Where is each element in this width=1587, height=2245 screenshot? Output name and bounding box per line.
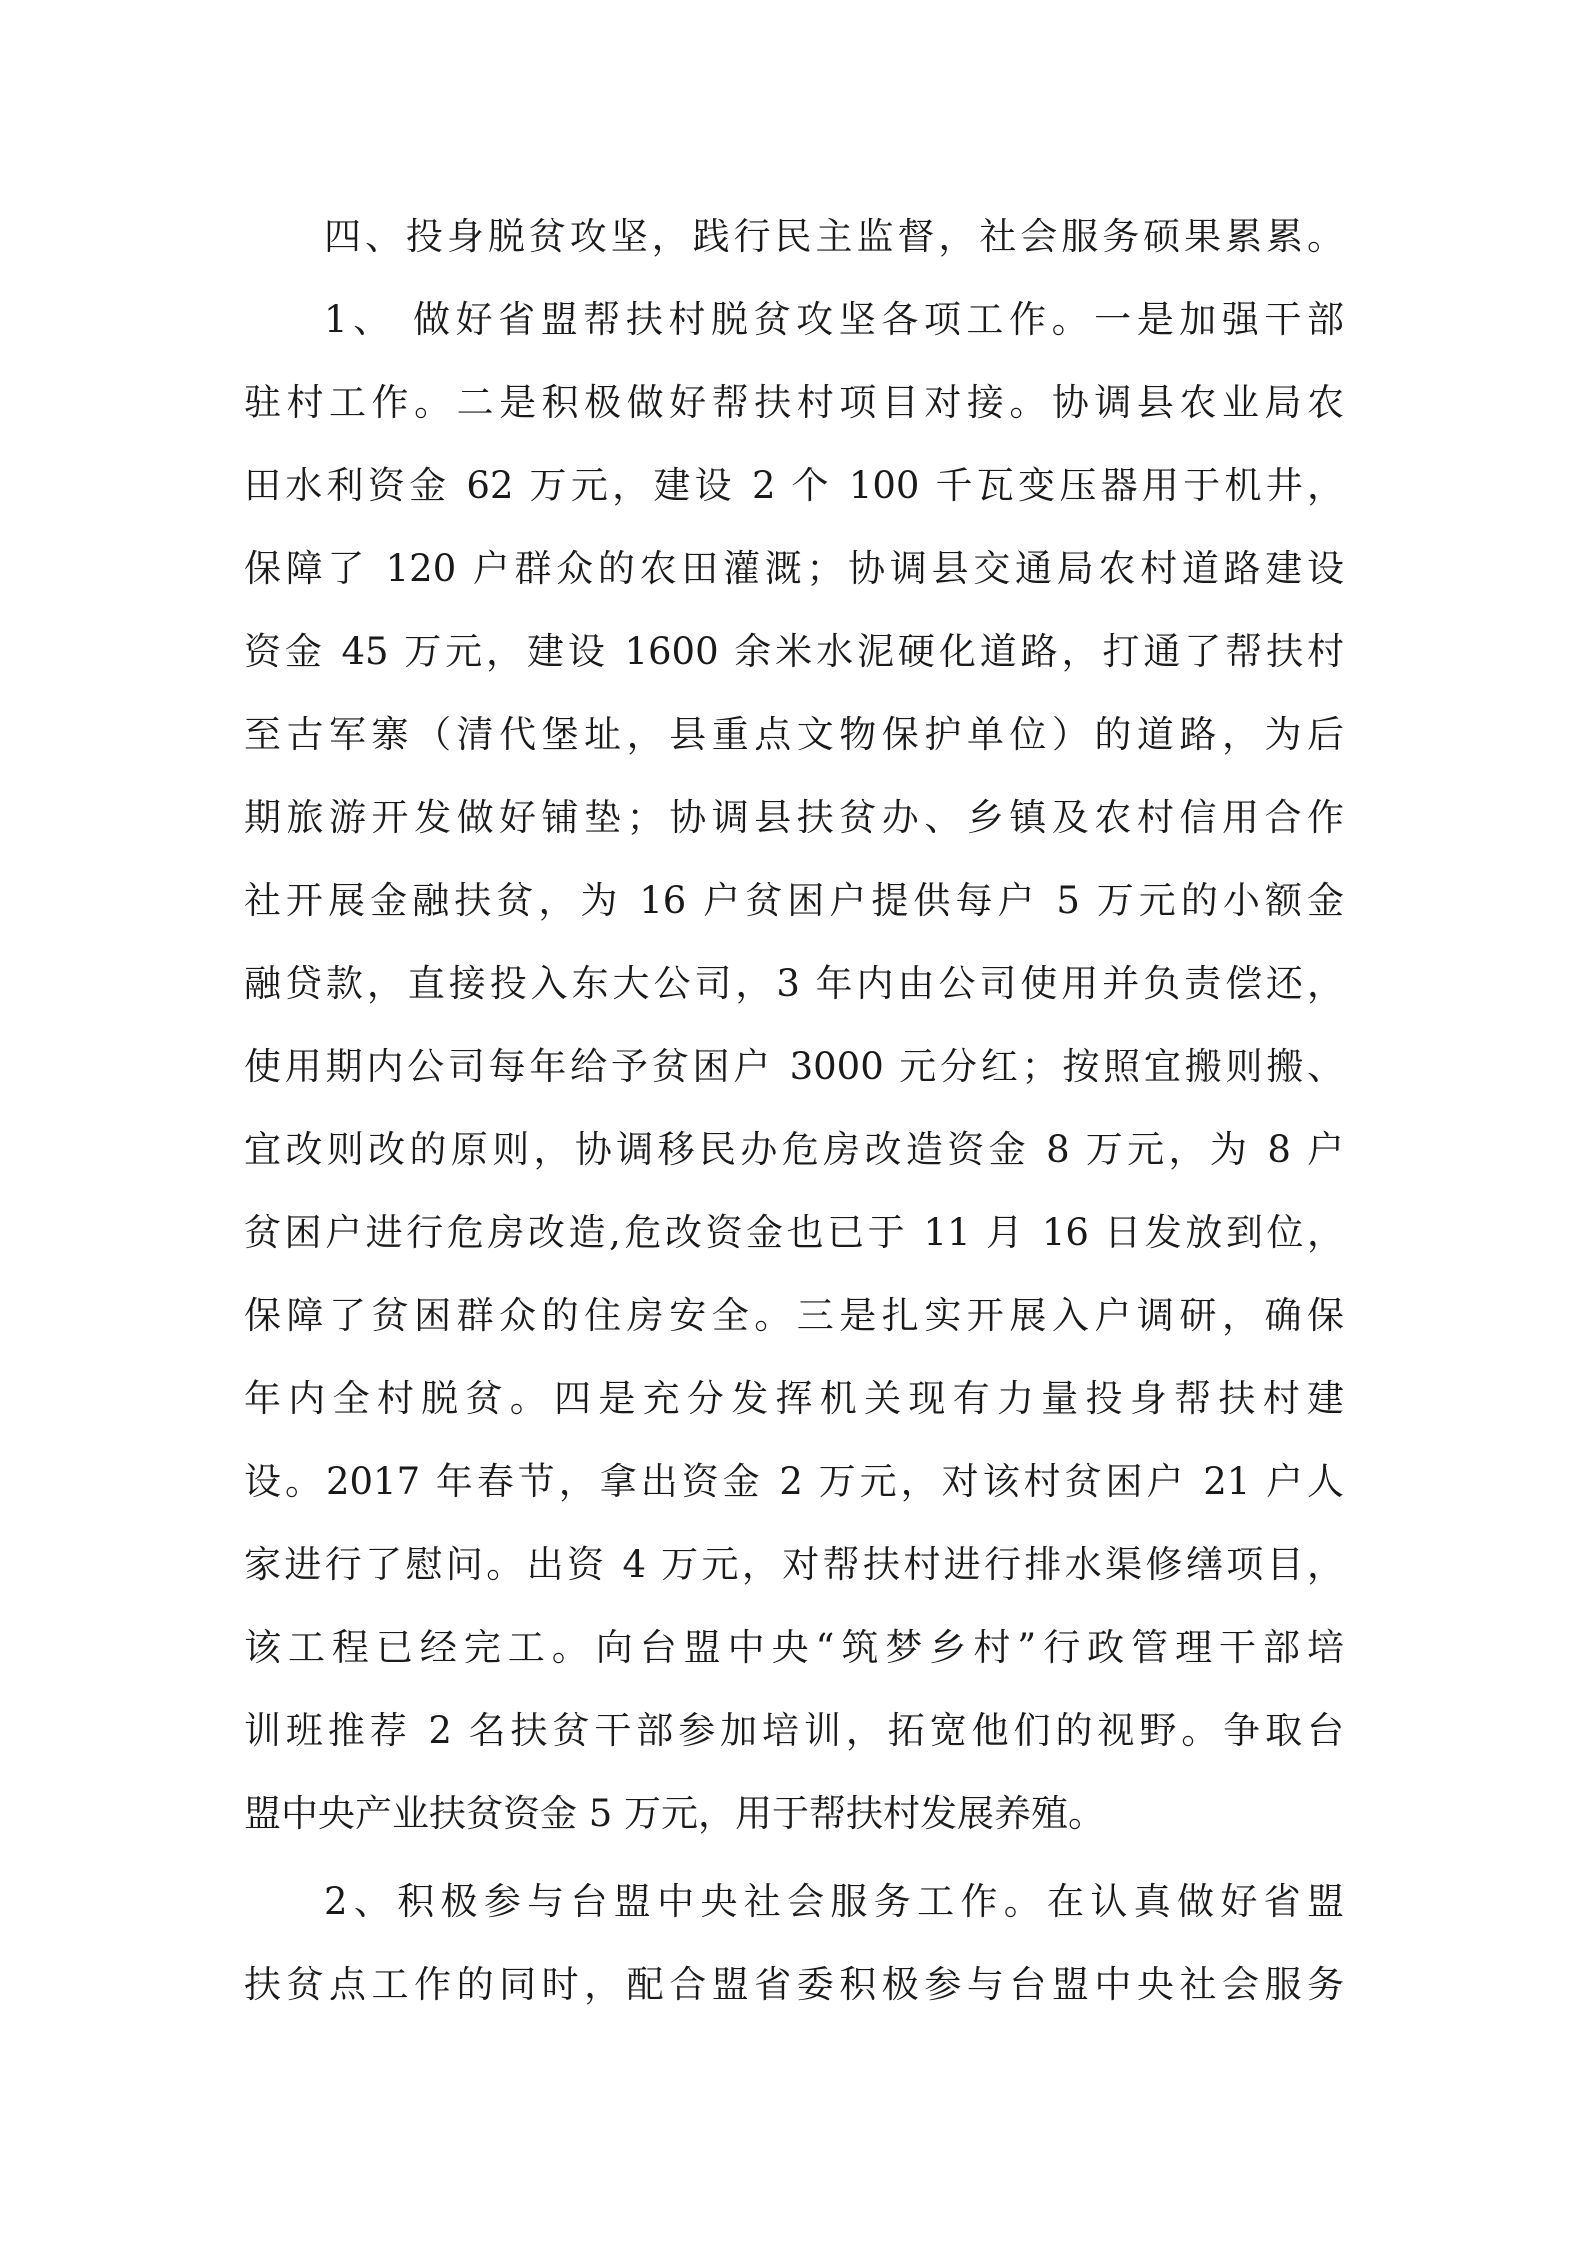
paragraph-line: 保障了贫困群众的住房安全。三是扎实开展入户调研，确保 [244, 1294, 1344, 1337]
paragraph-line: 田水利资金 62 万元，建设 2 个 100 千瓦变压器用于机井， [244, 464, 1344, 507]
paragraph-line: 1、 做好省盟帮扶村脱贫攻坚各项工作。一是加强干部 [324, 298, 1344, 341]
paragraph-line: 资金 45 万元，建设 1600 余米水泥硬化道路，打通了帮扶村 [244, 630, 1344, 673]
paragraph-line: 训班推荐 2 名扶贫干部参加培训，拓宽他们的视野。争取台 [244, 1709, 1344, 1752]
paragraph-line: 使用期内公司每年给予贫困户 3000 元分红；按照宜搬则搬、 [244, 1045, 1344, 1088]
paragraph-line: 2、积极参与台盟中央社会服务工作。在认真做好省盟 [324, 1880, 1344, 1923]
paragraph-line: 宜改则改的原则，协调移民办危房改造资金 8 万元，为 8 户 [244, 1128, 1344, 1171]
paragraph-line: 保障了 120 户群众的农田灌溉；协调县交通局农村道路建设 [244, 547, 1344, 590]
paragraph-line: 扶贫点工作的同时，配合盟省委积极参与台盟中央社会服务 [244, 1963, 1344, 2006]
paragraph-line: 贫困户进行危房改造,危改资金也已于 11 月 16 日发放到位， [244, 1211, 1344, 1254]
paragraph-line: 社开展金融扶贫，为 16 户贫困户提供每户 5 万元的小额金 [244, 879, 1344, 922]
paragraph-line: 该工程已经完工。向台盟中央“筑梦乡村”行政管理干部培 [244, 1626, 1344, 1669]
paragraph-line: 设。2017 年春节，拿出资金 2 万元，对该村贫困户 21 户人 [244, 1460, 1344, 1503]
paragraph-line: 盟中央产业扶贫资金 5 万元，用于帮扶村发展养殖。 [244, 1792, 1106, 1835]
paragraph-line: 期旅游开发做好铺垫；协调县扶贫办、乡镇及农村信用合作 [244, 796, 1344, 839]
paragraph-line: 驻村工作。二是积极做好帮扶村项目对接。协调县农业局农 [244, 381, 1344, 424]
section-heading: 四、投身脱贫攻坚，践行民主监督，社会服务硕果累累。 [324, 215, 1344, 258]
paragraph-line: 年内全村脱贫。四是充分发挥机关现有力量投身帮扶村建 [244, 1377, 1344, 1420]
paragraph-line: 家进行了慰问。出资 4 万元，对帮扶村进行排水渠修缮项目， [244, 1543, 1344, 1586]
paragraph-line: 融贷款，直接投入东大公司，3 年内由公司使用并负责偿还， [244, 962, 1344, 1005]
paragraph-line: 至古军寨（清代堡址，县重点文物保护单位）的道路，为后 [244, 713, 1344, 756]
